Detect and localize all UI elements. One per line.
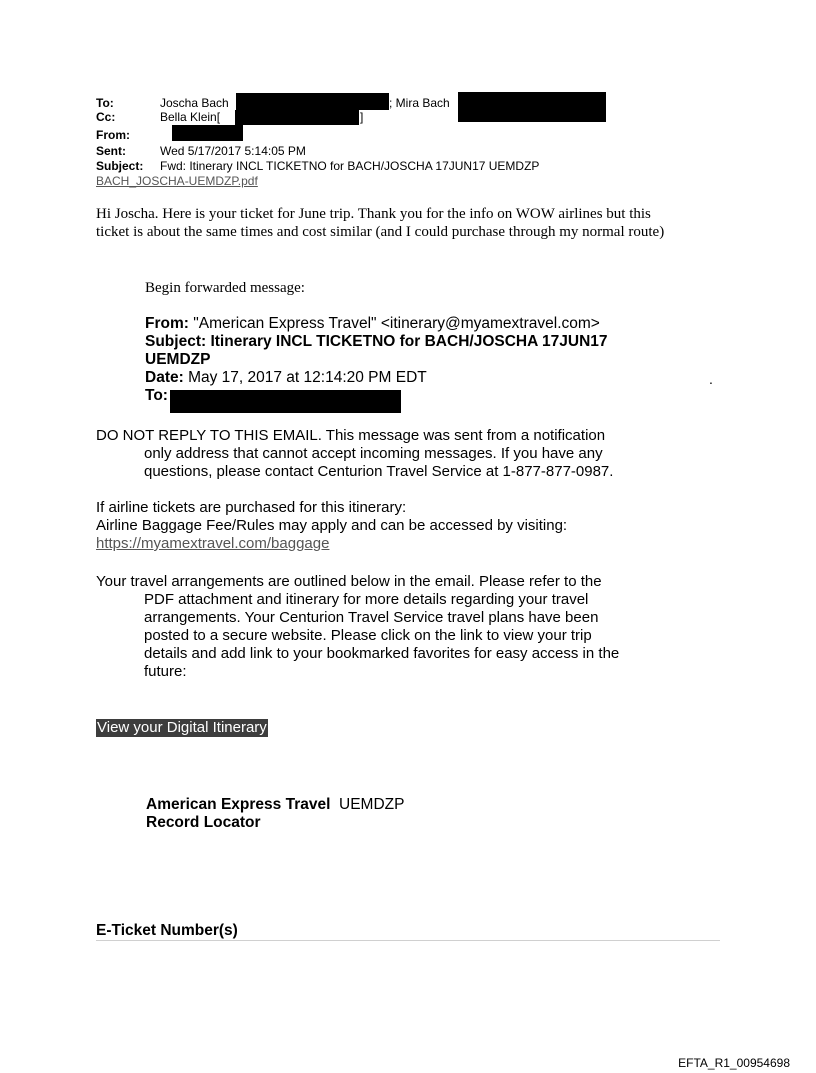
fwd-date-value: May 17, 2017 at 12:14:20 PM EDT (183, 369, 427, 386)
fwd-subject-value-cont: UEMDZP (145, 351, 211, 368)
email-header (0, 96, 816, 176)
notice-line: DO NOT REPLY TO THIS EMAIL. This message was sent from a notification (96, 427, 606, 444)
redaction-box (458, 92, 606, 122)
arrangements-line: posted to a secure website. Please click on the link to view your trip (144, 627, 592, 644)
fwd-from-label: From: (145, 315, 189, 332)
intro-message (96, 205, 664, 241)
begin-forwarded-label: Begin forwarded message: (145, 280, 305, 296)
redaction-box (172, 125, 243, 141)
cc-value: Bella Klein[ (160, 110, 221, 124)
to-value-2: ; Mira Bach (389, 96, 450, 110)
cc-label: Cc: (96, 110, 116, 124)
intro-line: ticket is about the same times and cost similar (and I could purchase through my normal route) (96, 224, 665, 240)
fwd-subject-value: Itinerary INCL TICKETNO for BACH/JOSCHA 17JUN17 (206, 333, 608, 350)
redaction-box (235, 110, 359, 125)
baggage-line: If airline tickets are purchased for this itinerary: (96, 499, 407, 516)
baggage-line: Airline Baggage Fee/Rules may apply and can be accessed by visiting: (96, 517, 568, 534)
stray-dot: . (709, 371, 713, 387)
arrangements-line: arrangements. Your Centurion Travel Service travel plans have been (144, 609, 599, 626)
subject-label: Subject: (96, 159, 144, 173)
subject-value: Fwd: Itinerary INCL TICKETNO for BACH/JOSCHA 17JUN17 UEMDZP (160, 159, 540, 173)
attachment-link[interactable]: BACH_JOSCHA-UEMDZP.pdf (96, 174, 258, 188)
arrangements-line: future: (144, 663, 187, 680)
to-label: To: (96, 96, 114, 110)
fwd-from-value: "American Express Travel" <itinerary@myamextravel.com> (188, 315, 600, 332)
baggage-info (96, 499, 567, 553)
notice-line: only address that cannot accept incoming messages. If you have any (144, 445, 603, 462)
record-locator-value: UEMDZP (339, 796, 405, 813)
record-label: American Express Travel (146, 796, 331, 813)
arrangements-line: PDF attachment and itinerary for more details regarding your travel (144, 591, 589, 608)
fwd-to-label: To: (145, 387, 168, 404)
document-id: EFTA_R1_00954698 (678, 1056, 790, 1070)
baggage-link[interactable]: https://myamextravel.com/baggage (96, 535, 330, 552)
cc-value-2: ] (360, 110, 364, 124)
do-not-reply-notice (96, 427, 613, 481)
arrangements-paragraph (96, 573, 619, 681)
section-divider (96, 940, 720, 941)
notice-line: questions, please contact Centurion Travel Service at 1-877-877-0987. (144, 463, 614, 480)
record-label-2: Record Locator (146, 814, 261, 831)
from-label: From: (96, 128, 130, 142)
fwd-subject-label: Subject: (145, 333, 207, 350)
redaction-box (170, 390, 401, 413)
view-digital-itinerary-button[interactable]: View your Digital Itinerary (97, 719, 267, 736)
sent-label: Sent: (96, 144, 126, 158)
intro-line: Hi Joscha. Here is your ticket for June trip. Thank you for the info on WOW airlines but this (96, 206, 651, 222)
record-locator (146, 796, 404, 832)
fwd-date-label: Date: (145, 369, 184, 386)
to-value: Joscha Bach (160, 96, 229, 110)
eticket-heading: E-Ticket Number(s) (96, 922, 238, 939)
arrangements-line: details and add link to your bookmarked favorites for easy access in the (144, 645, 620, 662)
sent-value: Wed 5/17/2017 5:14:05 PM (160, 144, 306, 158)
redaction-box (236, 93, 389, 110)
arrangements-line: Your travel arrangements are outlined below in the email. Please refer to the (96, 573, 602, 590)
